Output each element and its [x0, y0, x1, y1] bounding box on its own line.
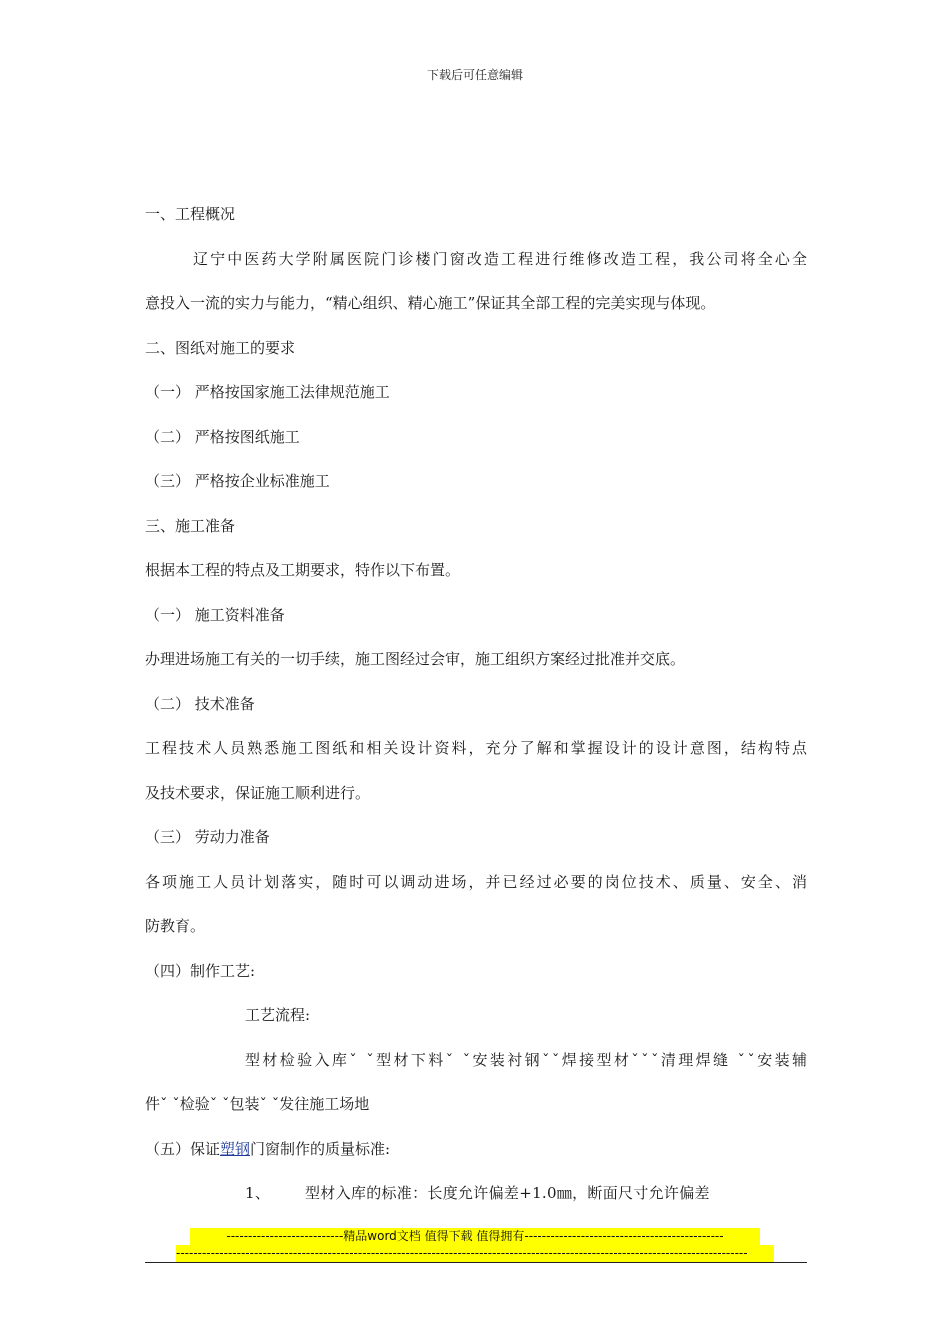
section-heading: 三、施工准备 [145, 516, 236, 535]
list-item: （二） 严格按图纸施工 [145, 427, 300, 446]
paragraph-line: 辽宁中医药大学附属医院门诊楼门窗改造工程进行维修改造工程，我公司将全心全 [193, 249, 807, 268]
section-heading: 二、图纸对施工的要求 [145, 338, 296, 357]
heading-prefix: （五）保证 [145, 1139, 221, 1158]
section-heading: 一、工程概况 [145, 205, 236, 223]
paragraph-line: 办理进场施工有关的一切手续，施工图经过会审，施工组织方案经过批准并交底。 [145, 650, 686, 668]
subsection-heading: （二） 技术准备 [145, 694, 255, 713]
paragraph-line: 工程技术人员熟悉施工图纸和相关设计资料，充分了解和掌握设计的设计意图，结构特点 [145, 739, 807, 757]
paragraph-line: 防教育。 [145, 917, 206, 935]
footer-dash-line: ------------------------------------------------------------------------------------------------------------------------------------ [176, 1245, 774, 1262]
standard-number: 1、 [245, 1184, 271, 1202]
page-header: 下载后可任意编辑 [426, 68, 523, 82]
standard-text: 型材入库的标准：长度允许偏差+1.0㎜，断面尺寸允许偏差 [305, 1184, 710, 1202]
flow-line: 型材检验入库ˇ ˇ型材下料ˇ ˇ安装衬钢ˇˇ焊接型材ˇˇˇ清理焊缝 ˇˇ安装辅 [245, 1050, 807, 1069]
paragraph-line: 意投入一流的实力与能力，“精心组织、精心施工”保证其全部工程的完美实现与体现。 [145, 294, 716, 312]
subsection-heading: （一） 施工资料准备 [145, 605, 285, 624]
paragraph-line: 各项施工人员计划落实，随时可以调动进场，并已经过必要的岗位技术、质量、安全、消 [145, 872, 807, 891]
paragraph-line: 及技术要求，保证施工顺利进行。 [145, 783, 371, 802]
standard-item [145, 1177, 807, 1222]
list-item: （一） 严格按国家施工法律规范施工 [145, 383, 390, 401]
footer-rule [145, 1262, 807, 1263]
subsection-heading: （三） 劳动力准备 [145, 828, 270, 846]
flow-label: 工艺流程: [245, 1006, 311, 1024]
subsection-heading [145, 1133, 807, 1178]
paragraph-line: 根据本工程的特点及工期要求，特作以下布置。 [145, 561, 461, 579]
footer-banner: ---------------------------精品word文档 值得下载 值得拥有---------------------------------------------- [190, 1228, 760, 1245]
flow-line: 件ˇ ˇ检验ˇ ˇ包装ˇ ˇ发往施工场地 [145, 1095, 370, 1113]
subsection-heading: （四）制作工艺: [145, 961, 256, 980]
heading-suffix: 门窗制作的质量标准: [250, 1139, 391, 1158]
list-item: （三） 严格按企业标准施工 [145, 472, 330, 490]
plastic-steel-link[interactable]: 塑钢 [220, 1139, 251, 1158]
document-body [145, 198, 807, 1222]
